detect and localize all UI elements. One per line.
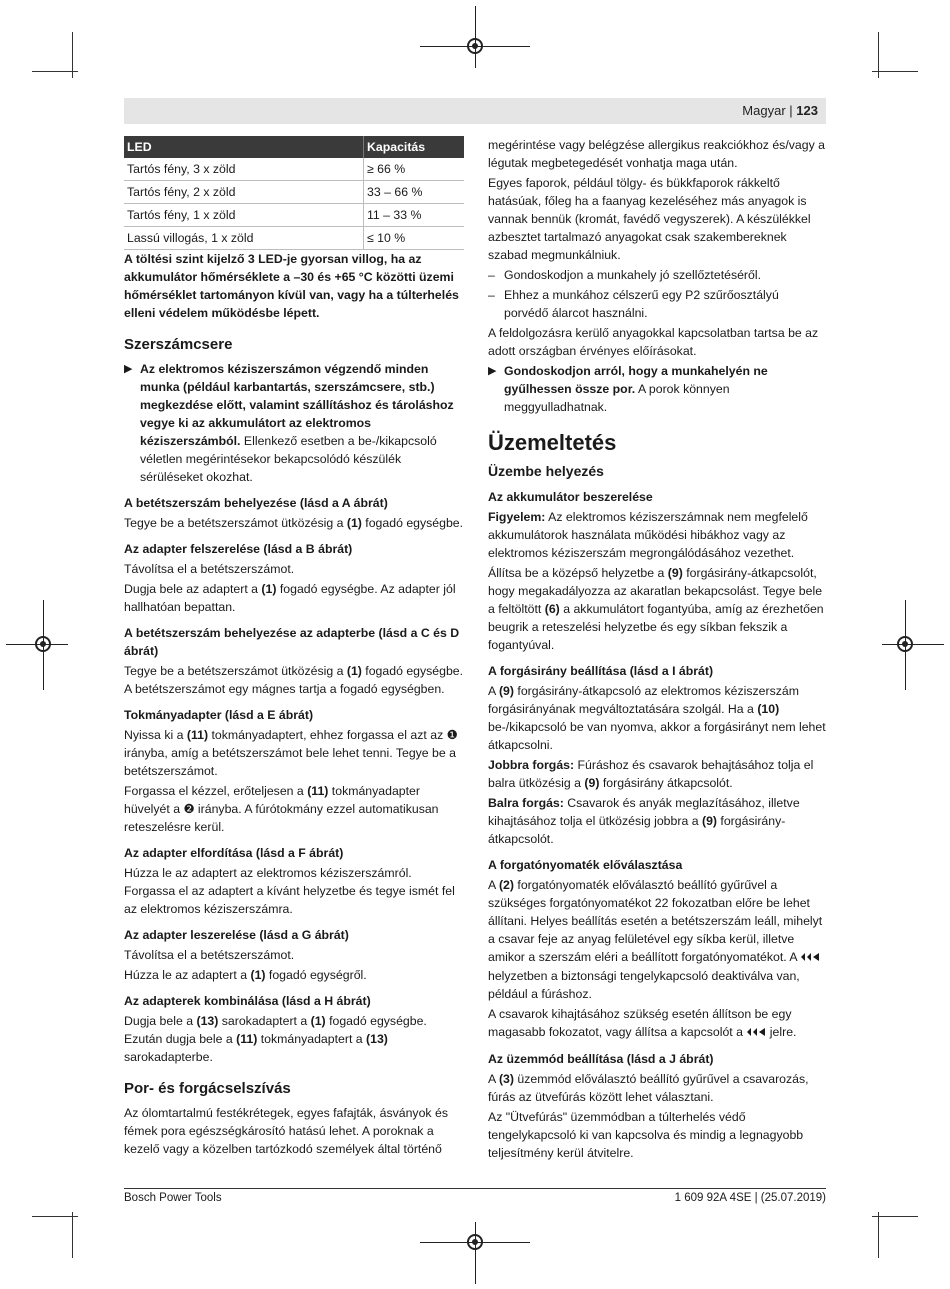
section-g-text: Távolítsa el a betétszerszámot. — [124, 948, 295, 962]
registration-mark-icon — [467, 38, 483, 54]
table-cell: Lassú villogás, 1 x zöld — [124, 227, 364, 250]
left-rotation-text: Balra forgás: Csavarok és anyák meglazításához, illetve kihajtásához tolja el ütközésig jobbra a (9) forgásirány-átkapcsolót. — [488, 796, 800, 846]
torque-heading: A forgatónyomaték előválasztása — [488, 858, 683, 872]
table-cell: Tartós fény, 3 x zöld — [124, 158, 364, 181]
table-cell: ≥ 66 % — [364, 158, 465, 181]
table-cell: 11 – 33 % — [364, 204, 465, 227]
led-note: A töltési szint kijelző 3 LED-je gyorsan villog, ha az akkumulátor hőmérséklete a –30 és +65 °C közötti üzemi hőmérséklet tartományon kívül van, vagy ha a túlterhelés elleni védelem működésbe lépett. — [124, 252, 459, 320]
table-cell: ≤ 10 % — [364, 227, 465, 250]
regulations-text: A feldolgozásra kerülő anyagokkal kapcsolatban tartsa be az adott országban érvényes előírásokat. — [488, 326, 819, 358]
section-g-text: Húzza le az adaptert a (1) fogadó egységről. — [124, 968, 367, 982]
attention-text: Figyelem: Az elektromos kéziszerszámnak nem megfelelő akkumulátorok használata működési hibákhoz vagy az elektromos kéziszerszám megrongálódásához vezethet. — [488, 510, 808, 560]
led-capacity-table — [124, 136, 464, 250]
section-h-text: Dugja bele a (13) sarokadaptert a (1) fogadó egységbe. Ezután dugja bele a (11) tokmányadaptert a (13) sarokadapterbe. — [124, 1014, 427, 1064]
torque-text: A (2) forgatónyomaték előválasztó beállító gyűrűvel a szükséges forgatónyomatékot 22 fokozatban előre be lehet állítani. Helyes beállítás esetén a betétszerszám leáll, mihelyt a csavar feje az anyag felületével egy síkba kerül, illetve amikor a szerszám eléri a beállított forgatónyomatékot. A helyzetben a biztonsági tengelykapcsoló deaktiválva van, például a fúráshoz. — [488, 878, 823, 1001]
direction-heading: A forgásirány beállítása (lásd a I ábrát) — [488, 664, 714, 678]
drill-symbol-icon — [746, 1024, 766, 1042]
header-text — [742, 103, 818, 118]
section-f-text: Húzza le az adaptert az elektromos kéziszerszámról. Forgassa el az adaptert a kívánt helyzetbe és tegye ismét fel az elektromos kéziszerszámra. — [124, 866, 455, 916]
left-column — [124, 136, 464, 1160]
header-language: Magyar — [742, 103, 786, 118]
table-header-row — [124, 136, 464, 158]
mode-text: A (3) üzemmód előválasztó beállító gyűrűvel a csavarozás, fúrás az ütvefúrás között lehet választani. — [488, 1071, 809, 1104]
table-header-capacity: Kapacitás — [364, 136, 465, 158]
triangle-right-icon: ▶ — [488, 365, 497, 377]
list-item: – Ehhez a munkához célszerű egy P2 szűrőosztályú porvédő álarcot használni. — [488, 288, 779, 320]
crop-mark — [32, 1216, 78, 1217]
table-cell: Tartós fény, 1 x zöld — [124, 204, 364, 227]
registration-mark-icon — [467, 1234, 483, 1250]
mode-heading: Az üzemmód beállítása (lásd a J ábrát) — [488, 1051, 714, 1066]
section-h-heading: Az adapterek kombinálása (lásd a H ábrát) — [124, 994, 371, 1008]
footer-divider — [124, 1188, 826, 1189]
triangle-right-icon: ▶ — [124, 363, 133, 375]
dust-heading: Por- és forgácselszívás — [124, 1080, 291, 1097]
mode-text-2: Az "Ütvefúrás" üzemmódban a túlterhelés védő tengelykapcsoló ki van kapcsolva és mindig a legnagyobb teljesítmény kerül átvitelre. — [488, 1109, 804, 1160]
footer-brand: Bosch Power Tools — [124, 1192, 222, 1204]
section-a-heading: A betétszerszám behelyezése (lásd a A ábrát) — [124, 496, 388, 510]
table-row — [124, 227, 464, 250]
right-column — [488, 136, 826, 1164]
table-cell: 33 – 66 % — [364, 181, 465, 204]
crop-mark — [32, 71, 78, 72]
insert-battery-text: Állítsa be a középső helyzetbe a (9) forgásirány-átkapcsolót, hogy megakadályozza az akaratlan bekapcsolást. Tegye bele a feltöltött (6) a akkumulátort fogantyúba, amíg az érezhetően beugrik a reteszelési helyzetbe és egy síkban fekszik a fogantyúval. — [488, 566, 824, 652]
list-item: – Gondoskodjon a munkahely jó szellőztetéséről. — [488, 268, 762, 282]
registration-mark-icon — [897, 636, 913, 652]
crop-mark — [872, 1216, 918, 1217]
table-row — [124, 158, 464, 181]
table-row — [124, 181, 464, 204]
table-header-led: LED — [124, 136, 364, 158]
dust-text-continued: megérintése vagy belégzése allergikus reakciókhoz és/vagy a légutak megbetegedését vonhatja maga után. — [488, 138, 825, 170]
registration-mark-icon — [35, 636, 51, 652]
section-e-heading: Tokmányadapter (lásd a E ábrát) — [124, 708, 314, 722]
section-g-heading: Az adapter leszerelése (lásd a G ábrát) — [124, 928, 349, 942]
operation-heading: Üzemeltetés — [488, 430, 617, 455]
section-c-heading: A betétszerszám behelyezése az adapterbe (lásd a C és D ábrát) — [124, 626, 460, 658]
section-b-heading: Az adapter felszerelése (lásd a B ábrát) — [124, 542, 353, 556]
registration-line — [475, 6, 476, 68]
table-row — [124, 204, 464, 227]
section-e-text: Nyissa ki a (11) tokmányadaptert, ehhez forgassa el azt az ❶ irányba, amíg a betétszerszámot bele lehet tenni. Tegye be a betétszerszámot. — [124, 728, 458, 778]
battery-heading: Az akkumulátor beszerelése — [488, 490, 653, 504]
section-f-heading: Az adapter elfordítása (lásd a F ábrát) — [124, 846, 344, 860]
tool-change-heading: Szerszámcsere — [124, 336, 233, 353]
warning-paragraph: ▶ Gondoskodjon arról, hogy a munkahelyén ne gyűlhessen össze por. A porok könnyen meggyulladhatnak. — [488, 364, 768, 414]
crop-mark — [878, 1212, 879, 1258]
registration-line — [882, 644, 944, 645]
registration-line — [475, 1222, 476, 1284]
section-a-text: Tegye be a betétszerszámot ütközésig a (1) fogadó egységbe. — [124, 516, 464, 530]
header-separator: | — [789, 103, 793, 118]
crop-mark — [72, 1212, 73, 1258]
section-e-text: Forgassa el kézzel, erőteljesen a (11) tokmányadapter hüvelyét a ❷ irányba. A fúrótokmány ezzel automatikusan reteszelésre kerül. — [124, 784, 439, 834]
section-c-text: Tegye be a betétszerszámot ütközésig a (1) fogadó egységbe. A betétszerszámot egy mágnes tartja a fogadó egységben. — [124, 664, 464, 696]
torque-text-2: A csavarok kihajtásához szükség esetén állítson be egy magasabb fokozatot, vagy állítsa a kapcsolót a jelre. — [488, 1005, 826, 1042]
drill-symbol-icon — [800, 949, 820, 967]
warning-paragraph: ▶ Az elektromos kéziszerszámon végzendő minden munka (például karbantartás, szerszámcsere, stb.) megkezdése előtt, valamint szállításhoz és tároláshoz vegye ki az akkumulátort az elektromos kéziszerszámból. Ellenkező esetben a be-/kikapcsoló véletlen megérintésekor bekapcsolódó készülék sérüléseket okozhat. — [124, 362, 454, 484]
right-rotation-text: Jobbra forgás: Fúráshoz és csavarok behajtásához tolja el balra ütközésig a (9) forgásirány átkapcsolót. — [488, 758, 814, 790]
direction-text: A (9) forgásirány-átkapcsoló az elektromos kéziszerszám forgásirányának megváltoztatására szolgál. Ha a (10) be-/kikapcsoló be van nyomva, akkor a forgásirányt nem lehet átkapcsolni. — [488, 684, 826, 752]
page-number: 123 — [796, 103, 818, 118]
crop-mark — [872, 71, 918, 72]
footer-doc-number: 1 609 92A 4SE | (25.07.2019) — [674, 1192, 826, 1204]
section-b-text: Dugja bele az adaptert a (1) fogadó egységbe. Az adapter jól hallhatóan bepattan. — [124, 582, 456, 614]
startup-heading: Üzembe helyezés — [488, 463, 604, 479]
wood-dust-text: Egyes faporok, például tölgy- és bükkfaporok rákkeltő hatásúak, főleg ha a faanyag kezeléséhez más anyagok is vannak bennük (kromát, favédő vegyszerek). A készülékkel azbesztet tartalmazó anyagokat csak szakembereknek szabad megmunkálniuk. — [488, 176, 811, 262]
dust-text: Az ólomtartalmú festékrétegek, egyes fafajták, ásványok és fémek pora egészségkárosító hatású lehet. A poroknak a kezelő vagy a közelben tartózkodó személyek által történő — [124, 1106, 448, 1156]
table-cell: Tartós fény, 2 x zöld — [124, 181, 364, 204]
section-b-text: Távolítsa el a betétszerszámot. — [124, 562, 295, 576]
page-header — [124, 98, 826, 124]
